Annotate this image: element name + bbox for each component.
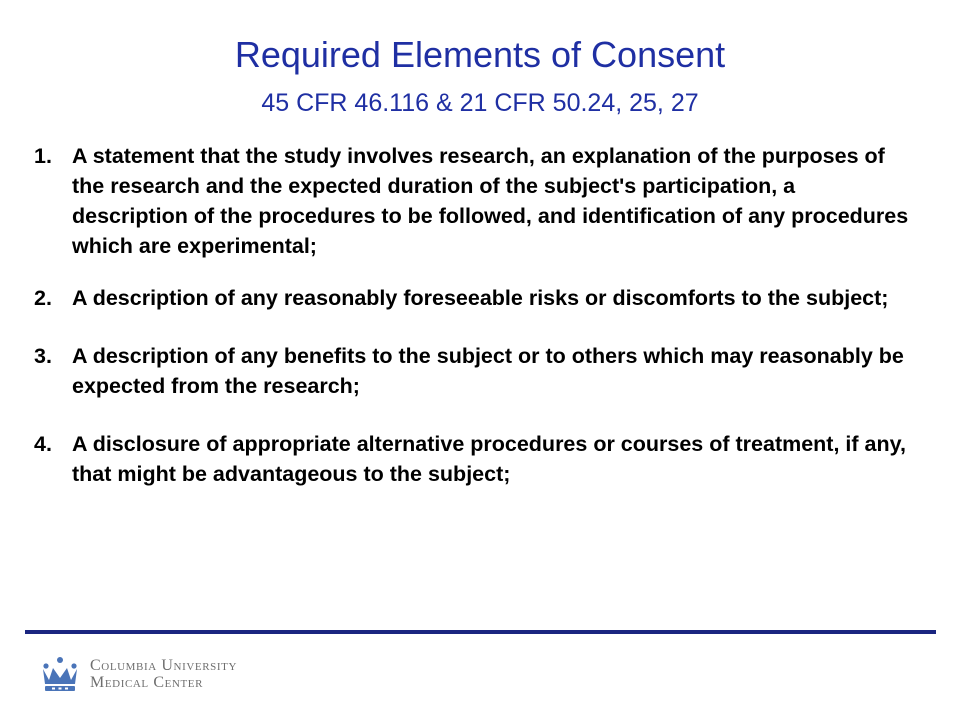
slide-subtitle: 45 CFR 46.116 & 21 CFR 50.24, 25, 27 — [261, 89, 699, 117]
list-item-text: A statement that the study involves research, an explanation of the purposes of the research and the expected duration of the subject's participation, a description of the procedures to be followed, and identification of any procedures which are experimental; — [72, 144, 909, 258]
list-item-number: 4. — [34, 432, 52, 456]
list-item-text: A description of any benefits to the subject or to others which may reasonably be expected from the research; — [72, 344, 904, 398]
organization-name-line-2: Medical Center — [90, 674, 204, 691]
slide-title: Required Elements of Consent — [234, 34, 726, 75]
list-item-text: A description of any reasonably foreseeable risks or discomforts to the subject; — [72, 286, 889, 310]
list-item — [34, 429, 914, 489]
list-item — [34, 283, 914, 313]
list-item-number: 3. — [34, 344, 52, 368]
list-item — [34, 141, 914, 261]
columbia-logo — [40, 656, 237, 692]
organization-name-line-1: Columbia University — [90, 657, 238, 674]
footer-divider — [25, 630, 936, 634]
organization-name — [90, 657, 237, 691]
list-item-number: 1. — [34, 144, 52, 168]
list-item — [34, 341, 914, 401]
list-item-number: 2. — [34, 286, 52, 310]
consent-elements-list — [34, 141, 914, 489]
list-item-text: A disclosure of appropriate alternative procedures or courses of treatment, if any, that might be advantageous to the subject; — [72, 432, 906, 486]
crown-icon — [40, 656, 80, 692]
